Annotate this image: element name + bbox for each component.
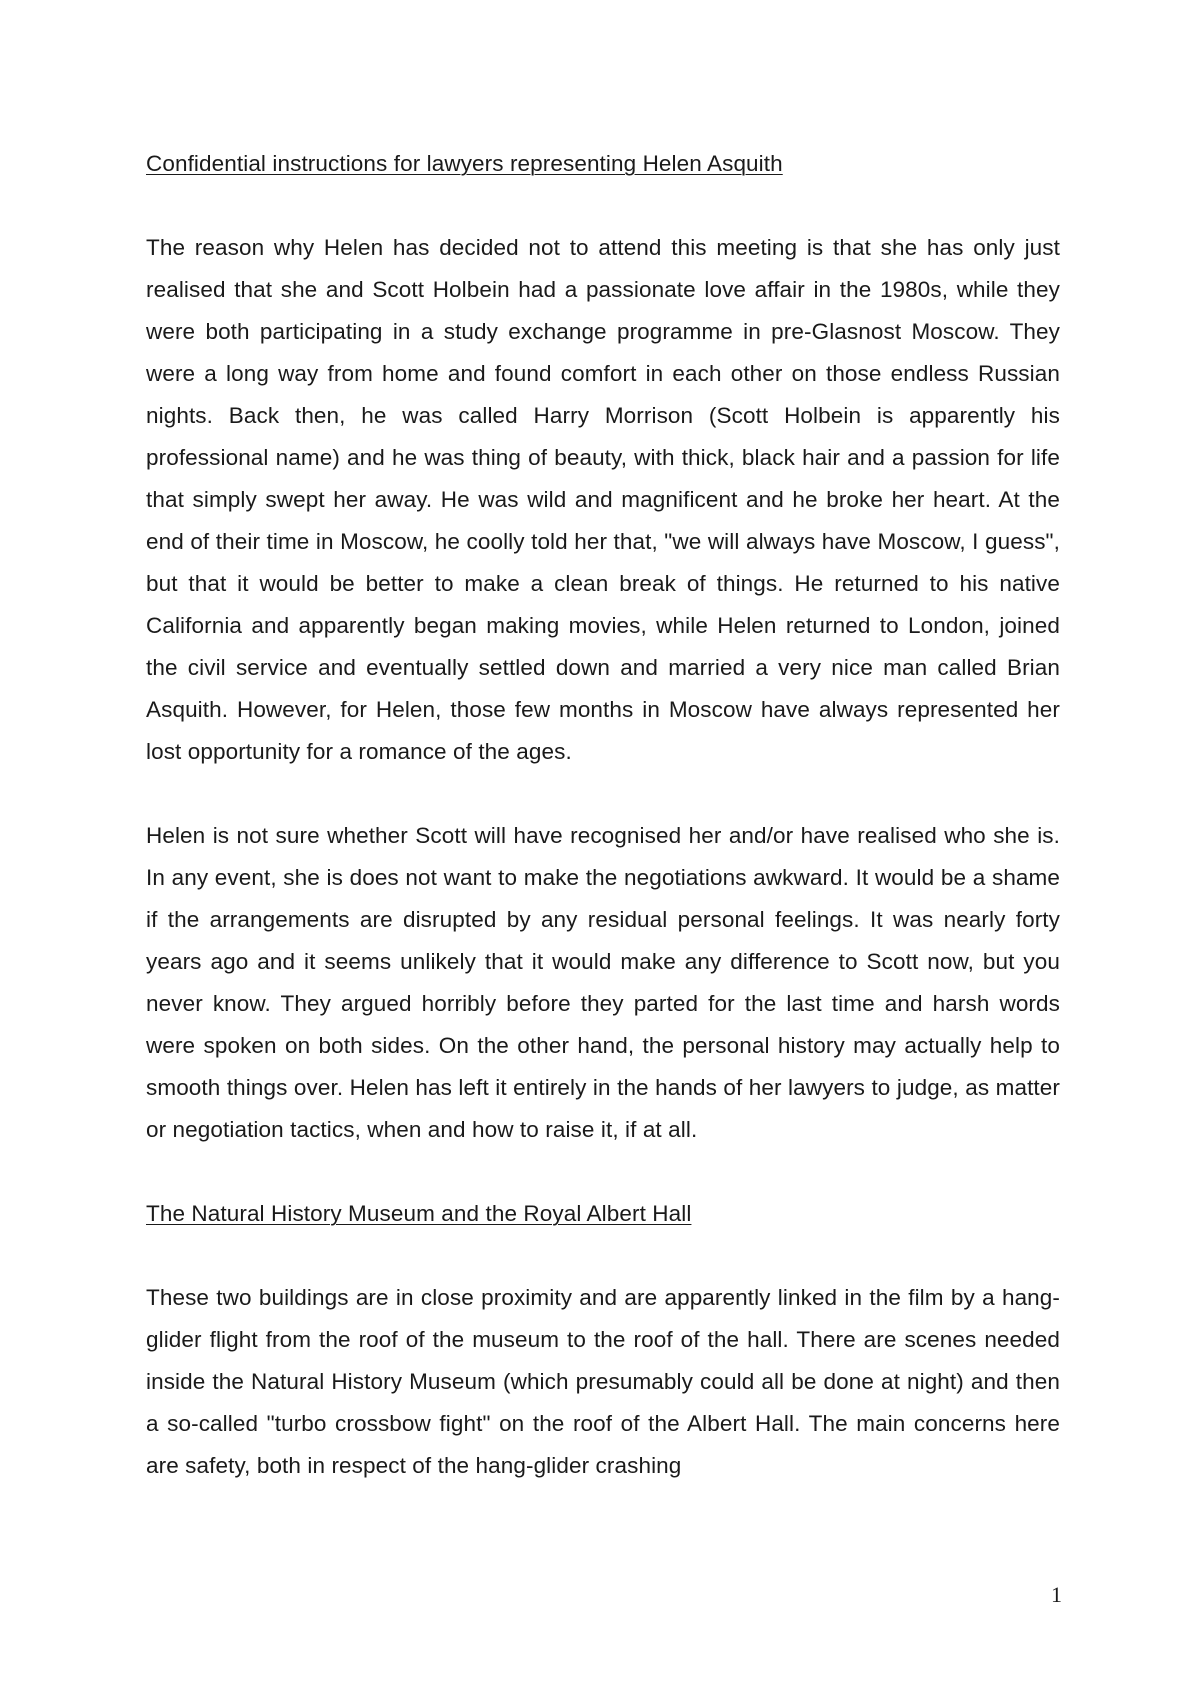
paragraph-museum-and-hall: These two buildings are in close proximity and are apparently linked in the film by a hang-glider flight from the roof of the museum to the roof of the hall. There are scenes needed inside the Natural History Museum (which presumably could all be done at night) and then a so-called "turbo crossbow fight" on the roof of the Albert Hall. The main concerns here are safety, both in respect of the hang-glider crashing bbox=[146, 1285, 1060, 1478]
document-body bbox=[146, 143, 1060, 1529]
paragraph-helen-concerns: Helen is not sure whether Scott will have recognised her and/or have realised who she is. In any event, she is does not want to make the negotiations awkward. It would be a shame if the arrangements are disrupted by any residual personal feelings. It was nearly forty years ago and it seems unlikely that it would make any difference to Scott now, but you never know. They argued horribly before they parted for the last time and harsh words were spoken on both sides. On the other hand, the personal history may actually help to smooth things over. Helen has left it entirely in the hands of her lawyers to judge, as matter or negotiation tactics, when and how to raise it, if at all. bbox=[146, 823, 1060, 1142]
section-heading-confidential-instructions: Confidential instructions for lawyers representing Helen Asquith bbox=[146, 151, 783, 176]
page-number: 1 bbox=[1051, 1582, 1062, 1607]
section-heading-museum-and-hall: The Natural History Museum and the Royal Albert Hall bbox=[146, 1201, 692, 1226]
paragraph-helen-background: The reason why Helen has decided not to attend this meeting is that she has only just realised that she and Scott Holbein had a passionate love affair in the 1980s, while they were both participating in a study exchange programme in pre-Glasnost Moscow. They were a long way from home and found comfort in each other on those endless Russian nights. Back then, he was called Harry Morrison (Scott Holbein is apparently his professional name) and he was thing of beauty, with thick, black hair and a passion for life that simply swept her away. He was wild and magnificent and he broke her heart. At the end of their time in Moscow, he coolly told her that, "we will always have Moscow, I guess", but that it would be better to make a clean break of things. He returned to his native California and apparently began making movies, while Helen returned to London, joined the civil service and eventually settled down and married a very nice man called Brian Asquith. However, for Helen, those few months in Moscow have always represented her lost opportunity for a romance of the ages. bbox=[146, 235, 1060, 764]
